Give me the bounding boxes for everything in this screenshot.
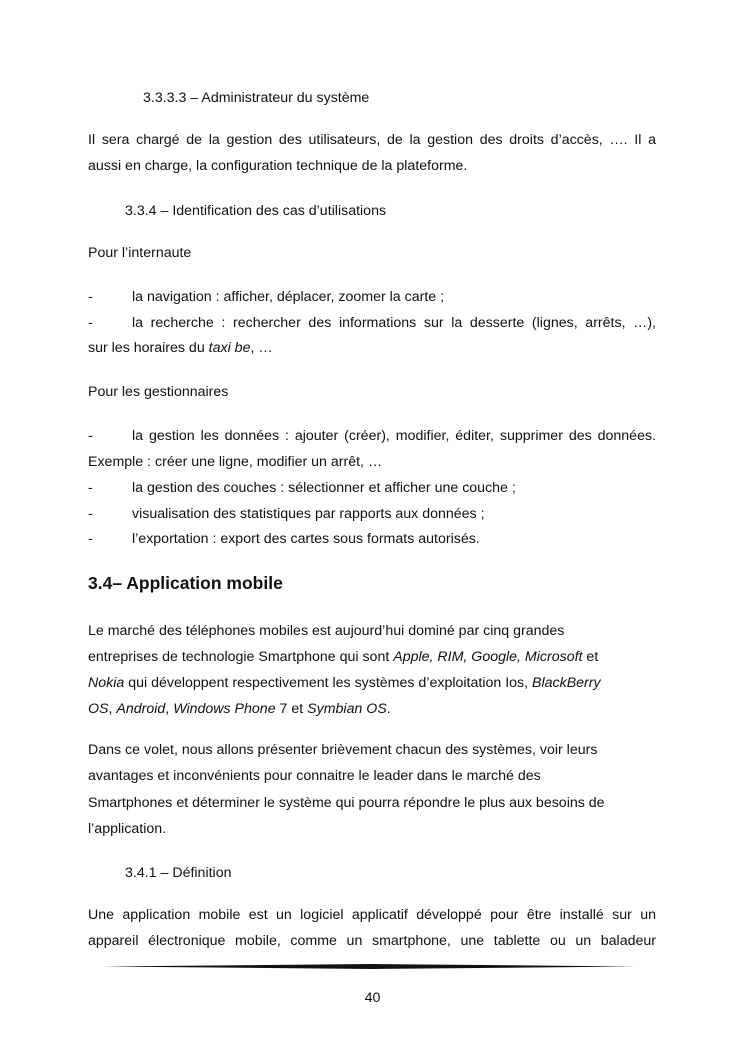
italic-term: Windows Phone xyxy=(173,701,276,717)
list-item: l’exportation : export des cartes sous formats autorisés. xyxy=(132,531,480,547)
text-run: . xyxy=(386,701,391,717)
paragraph-line: l’application. xyxy=(88,821,167,837)
footer-divider xyxy=(103,964,641,969)
italic-term: Symbian OS xyxy=(307,701,387,717)
group-label-internaute: Pour l’internaute xyxy=(88,245,192,261)
paragraph-line: Il sera chargé de la gestion des utilisateurs, de la gestion des droits d’accès, …. Il a xyxy=(88,132,656,148)
paragraph-line: Une application mobile est un logiciel applicatif développé pour être installé sur un xyxy=(88,907,656,923)
paragraph-line: Le marché des téléphones mobiles est aujourd’hui dominé par cinq grandes xyxy=(88,623,565,639)
list-item: la gestion des couches : sélectionner et afficher une couche ; xyxy=(132,480,516,496)
text-run: , xyxy=(165,701,174,717)
italic-term: OS xyxy=(88,701,109,717)
list-item: visualisation des statistiques par rapports aux données ; xyxy=(132,506,485,522)
list-item-example: Exemple : créer une ligne, modifier un arrêt, … xyxy=(88,454,383,470)
paragraph-line: avantages et inconvénients pour connaitre le leader dans le marché des xyxy=(88,768,541,784)
italic-term: taxi be xyxy=(208,340,251,356)
list-bullet: - xyxy=(88,506,93,522)
text-run: 7 et xyxy=(275,701,308,717)
page-number: 40 xyxy=(364,990,381,1006)
italic-term: Android xyxy=(116,701,166,717)
text-run: entreprises de technologie Smartphone qui sont xyxy=(88,649,394,665)
paragraph-line: aussi en charge, la configuration technique de la plateforme. xyxy=(88,158,468,174)
text-run: , xyxy=(108,701,117,717)
paragraph-line: appareil électronique mobile, comme un smartphone, une tablette ou un baladeur xyxy=(88,933,656,949)
paragraph-line xyxy=(88,700,391,718)
paragraph-line xyxy=(88,674,601,692)
list-bullet: - xyxy=(88,480,93,496)
paragraph-line: Dans ce volet, nous allons présenter brièvement chacun des systèmes, voir leurs xyxy=(88,742,598,758)
subsection-title-341: 3.4.1 – Définition xyxy=(125,865,232,881)
italic-term: Apple, RIM, Google, Microsoft xyxy=(393,649,583,665)
list-item: la recherche : rechercher des informations sur la desserte (lignes, arrêts, …), xyxy=(132,315,656,331)
text-run: qui développent respectivement les systèmes d’exploitation Ios, xyxy=(124,675,532,691)
list-bullet: - xyxy=(88,289,93,305)
list-item-continuation xyxy=(88,339,273,357)
list-item: la gestion les données : ajouter (créer), modifier, éditer, supprimer des données. xyxy=(132,428,656,444)
list-bullet: - xyxy=(88,315,93,331)
italic-term: Nokia xyxy=(88,675,125,691)
list-bullet: - xyxy=(88,428,93,444)
subsection-title-334: 3.3.4 – Identification des cas d’utilisations xyxy=(125,203,387,219)
paragraph-line xyxy=(88,648,598,666)
group-label-gestionnaires: Pour les gestionnaires xyxy=(88,384,229,400)
list-bullet: - xyxy=(88,531,93,547)
text-run: sur les horaires du xyxy=(88,340,209,356)
section-heading-34: 3.4– Application mobile xyxy=(88,573,283,593)
text-run: , … xyxy=(250,340,273,356)
subsection-title-3333: 3.3.3.3 – Administrateur du système xyxy=(143,90,370,106)
text-run: et xyxy=(582,649,599,665)
paragraph-line: Smartphones et déterminer le système qui pourra répondre le plus aux besoins de xyxy=(88,795,605,811)
list-item: la navigation : afficher, déplacer, zoomer la carte ; xyxy=(132,289,445,305)
italic-term: BlackBerry xyxy=(532,675,601,691)
